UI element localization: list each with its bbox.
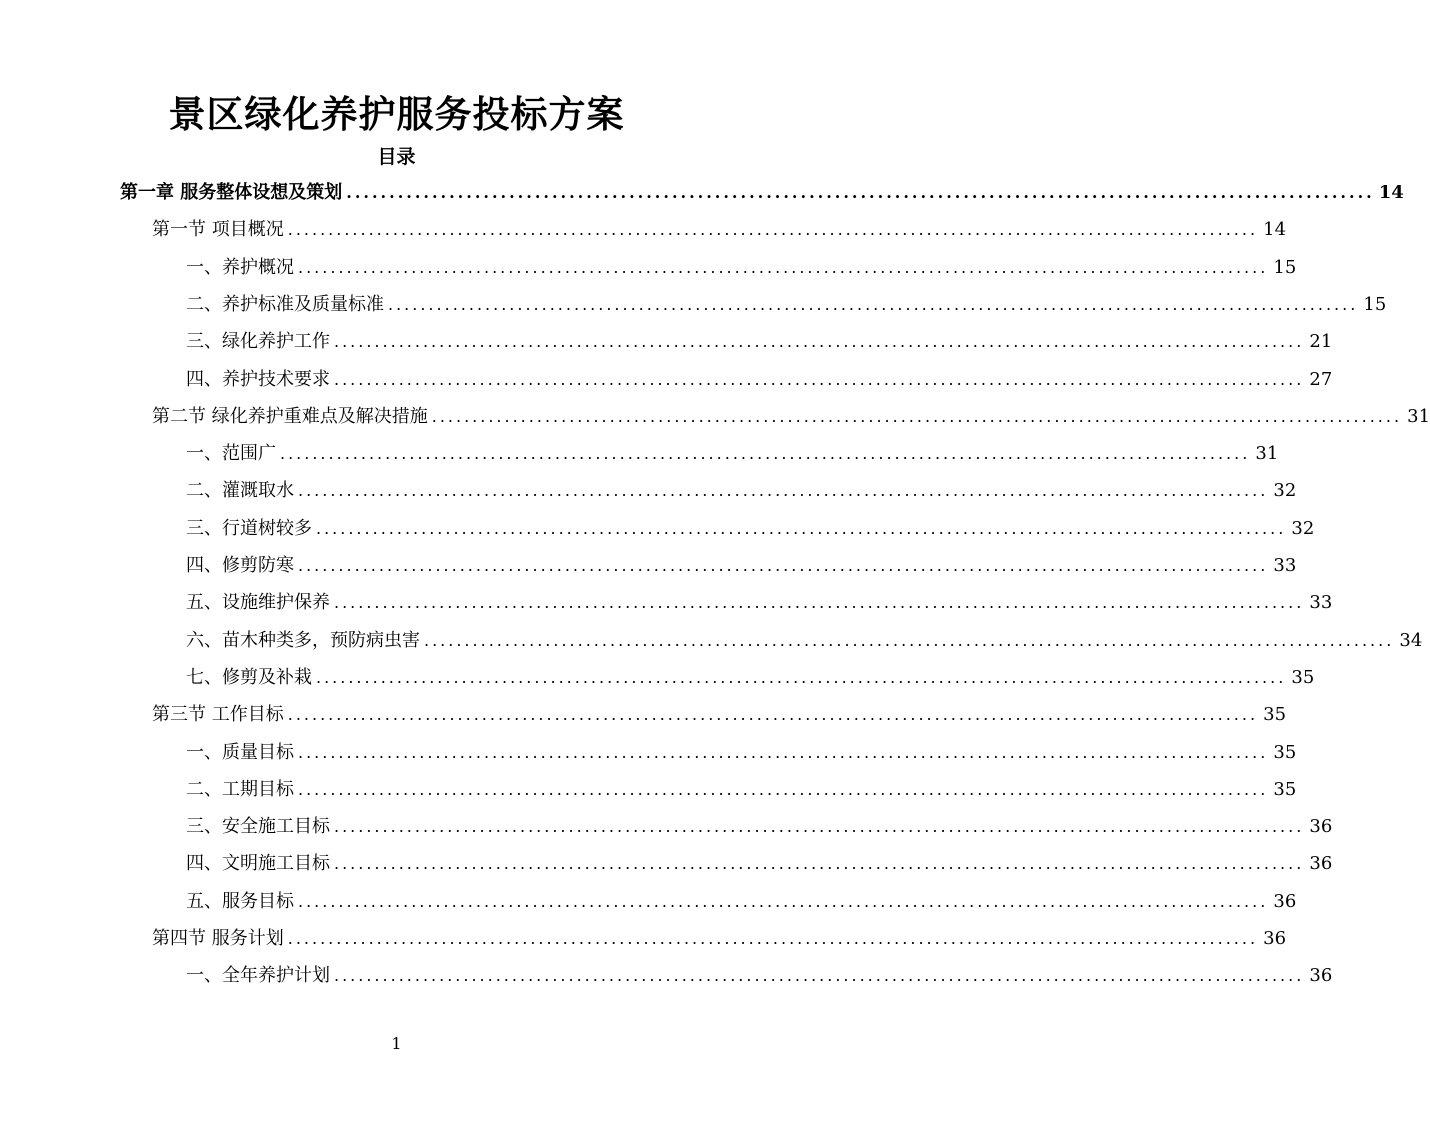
toc-leader-dots: ........................................................................................................................ bbox=[316, 667, 1287, 687]
toc-entry-title: 第二节 绿化养护重难点及解决措施 bbox=[152, 405, 428, 427]
toc-entry-page: 21 bbox=[1309, 331, 1333, 353]
toc-entry[interactable] bbox=[120, 175, 1404, 211]
toc-leader-dots: ........................................................................................................................ bbox=[298, 481, 1269, 501]
toc-entry-title: 二、工期目标 bbox=[186, 778, 294, 800]
toc-entry[interactable] bbox=[186, 958, 1333, 994]
toc-entry[interactable] bbox=[186, 324, 1333, 360]
toc-entry-page: 35 bbox=[1291, 666, 1315, 688]
toc-entry[interactable] bbox=[152, 212, 1287, 248]
toc-leader-dots: ........................................................................................................................ bbox=[298, 891, 1269, 911]
toc-leader-dots: ........................................................................................................................ bbox=[298, 257, 1269, 277]
toc-entry[interactable] bbox=[186, 884, 1297, 920]
toc-leader-dots: ........................................................................................................................ bbox=[388, 294, 1359, 314]
toc-entry-title: 第三节 工作目标 bbox=[152, 704, 284, 726]
toc-entry-page: 31 bbox=[1407, 405, 1430, 427]
toc-entry[interactable] bbox=[186, 809, 1333, 845]
toc-entry[interactable] bbox=[186, 511, 1315, 547]
toc-entry-page: 34 bbox=[1399, 629, 1423, 651]
toc-entry-page: 15 bbox=[1363, 293, 1387, 315]
toc-leader-dots: ........................................................................................................................ bbox=[298, 742, 1269, 762]
toc-entry-title: 五、服务目标 bbox=[186, 890, 294, 912]
toc-leader-dots: ........................................................................................................................ bbox=[346, 183, 1375, 202]
toc-entry[interactable] bbox=[152, 697, 1287, 733]
toc-entry-page: 35 bbox=[1273, 778, 1297, 800]
toc-entry-page: 14 bbox=[1263, 219, 1287, 241]
toc-entry-page: 27 bbox=[1309, 368, 1333, 390]
toc-entry[interactable] bbox=[186, 362, 1333, 398]
toc-entry-page: 32 bbox=[1273, 480, 1297, 502]
toc-entry[interactable] bbox=[186, 735, 1297, 771]
toc-leader-dots: ........................................................................................................................ bbox=[334, 817, 1305, 837]
toc-leader-dots: ........................................................................................................................ bbox=[424, 630, 1395, 650]
toc-leader-dots: ........................................................................................................................ bbox=[298, 556, 1269, 575]
toc-entry-title: 一、范围广 bbox=[186, 443, 276, 465]
toc-entry[interactable] bbox=[186, 772, 1297, 808]
toc-heading: 目录 bbox=[377, 146, 416, 168]
toc-entry-title: 四、养护技术要求 bbox=[186, 368, 330, 390]
toc-entry-page: 36 bbox=[1309, 965, 1333, 987]
toc-entry[interactable] bbox=[186, 436, 1279, 472]
toc-entry-title: 一、全年养护计划 bbox=[186, 965, 330, 987]
toc-entry[interactable] bbox=[186, 250, 1297, 286]
toc-entry-title: 第一节 项目概况 bbox=[152, 219, 284, 241]
toc-entry-title: 第四节 服务计划 bbox=[152, 928, 284, 949]
toc-entry[interactable] bbox=[186, 548, 1297, 584]
document-title: 景区绿化养护服务投标方案 bbox=[168, 92, 625, 136]
toc-leader-dots: ........................................................................................................................ bbox=[316, 518, 1287, 538]
toc-entry[interactable] bbox=[152, 921, 1287, 957]
toc-entry-page: 36 bbox=[1263, 928, 1287, 949]
toc-entry-page: 36 bbox=[1273, 890, 1297, 912]
toc-entry-page: 36 bbox=[1309, 853, 1333, 875]
toc-leader-dots: ........................................................................................................................ bbox=[280, 444, 1251, 464]
toc-entry-page: 33 bbox=[1273, 555, 1297, 576]
toc-entry-page: 35 bbox=[1273, 741, 1297, 763]
toc-entry-title: 二、灌溉取水 bbox=[186, 480, 294, 502]
page-number: 1 bbox=[391, 1034, 402, 1053]
toc-leader-dots: ........................................................................................................................ bbox=[334, 854, 1305, 874]
toc-entry[interactable] bbox=[186, 473, 1297, 509]
toc-entry[interactable] bbox=[152, 399, 1430, 435]
toc-entry-title: 五、设施维护保养 bbox=[186, 592, 330, 614]
toc-entry-page: 31 bbox=[1255, 443, 1279, 465]
toc-leader-dots: ........................................................................................................................ bbox=[334, 369, 1305, 389]
toc-entry-title: 三、行道树较多 bbox=[186, 517, 312, 539]
toc-entry[interactable] bbox=[186, 846, 1333, 882]
toc-entry-title: 六、苗木种类多，预防病虫害 bbox=[186, 629, 420, 651]
toc-leader-dots: ........................................................................................................................ bbox=[334, 966, 1305, 986]
toc-entry-title: 三、安全施工目标 bbox=[186, 816, 330, 838]
toc-entry-page: 33 bbox=[1309, 592, 1333, 614]
toc-entry-title: 三、绿化养护工作 bbox=[186, 331, 330, 353]
toc-entry-title: 第一章 服务整体设想及策划 bbox=[120, 182, 343, 203]
toc-entry-page: 14 bbox=[1378, 182, 1404, 203]
toc-entry[interactable] bbox=[186, 585, 1333, 621]
toc-leader-dots: ........................................................................................................................ bbox=[334, 593, 1305, 613]
toc-entry[interactable] bbox=[186, 623, 1423, 659]
toc-entry-title: 七、修剪及补栽 bbox=[186, 666, 312, 688]
toc-entry-page: 15 bbox=[1273, 256, 1297, 278]
toc-entry[interactable] bbox=[186, 660, 1315, 696]
toc-leader-dots: ........................................................................................................................ bbox=[287, 220, 1259, 240]
toc-leader-dots: ........................................................................................................................ bbox=[431, 406, 1403, 426]
toc-entry-title: 四、修剪防寒 bbox=[186, 555, 294, 576]
toc-entry-title: 一、养护概况 bbox=[186, 256, 294, 278]
toc-entry-title: 四、文明施工目标 bbox=[186, 853, 330, 875]
toc-entry-page: 35 bbox=[1263, 704, 1287, 726]
toc-entry[interactable] bbox=[186, 287, 1387, 323]
toc-leader-dots: ........................................................................................................................ bbox=[334, 332, 1305, 352]
toc-entry-title: 二、养护标准及质量标准 bbox=[186, 293, 384, 315]
toc-leader-dots: ........................................................................................................................ bbox=[298, 779, 1269, 799]
toc-leader-dots: ........................................................................................................................ bbox=[287, 705, 1259, 725]
toc-entry-title: 一、质量目标 bbox=[186, 741, 294, 763]
toc-leader-dots: ........................................................................................................................ bbox=[287, 929, 1259, 948]
toc-entry-page: 36 bbox=[1309, 816, 1333, 838]
toc-entry-page: 32 bbox=[1291, 517, 1315, 539]
